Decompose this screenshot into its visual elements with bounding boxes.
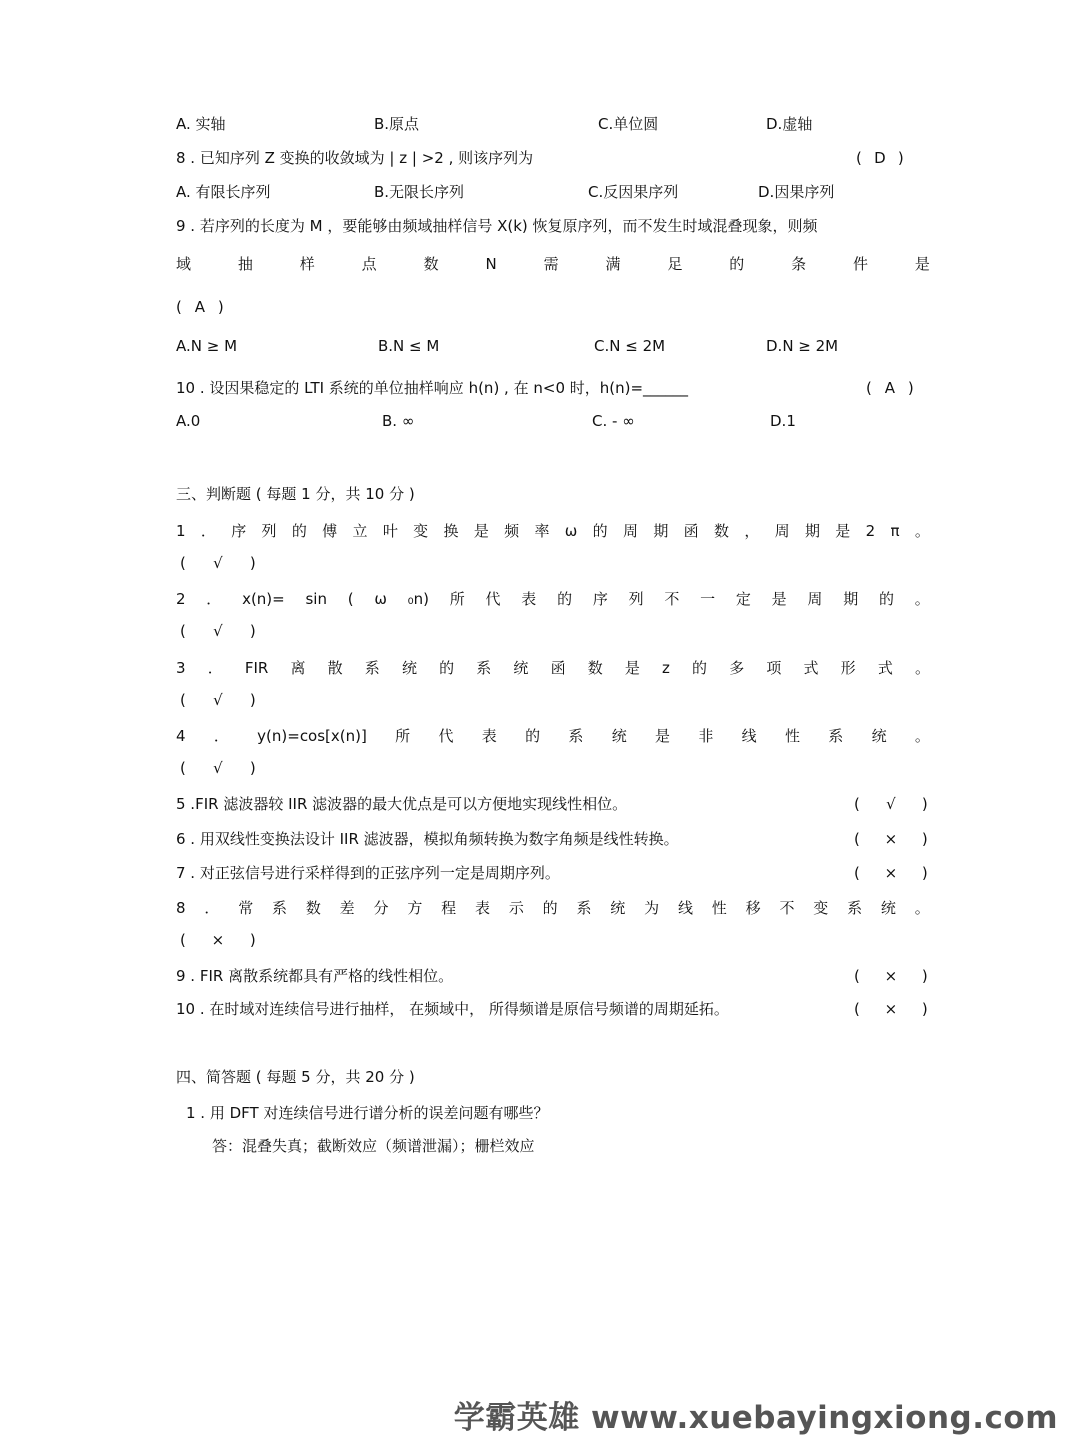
spread-token: 统 (611, 727, 627, 745)
spread-token: 需 (543, 255, 559, 273)
q10-option-d: D.1 (770, 412, 796, 430)
spread-token: 系 (828, 727, 844, 745)
judge-7-answer: ( × ) (854, 864, 928, 882)
spread-token: 抽 (237, 255, 253, 273)
section4-answer-1: 答：混叠失真；截断效应（频谱泄漏）；栅栏效应 (212, 1137, 535, 1155)
spread-token: 线 (741, 727, 757, 745)
q9-option-b: B.N ≤ M (378, 337, 440, 355)
spread-token: 域 (176, 255, 192, 273)
spread-token: 统 (513, 659, 529, 677)
spread-token: 分 (373, 899, 389, 917)
spread-token: ₀n) (407, 590, 430, 608)
spread-token: 统 (401, 659, 417, 677)
spread-token: 列 (628, 590, 644, 608)
spread-token: 列 (261, 522, 277, 540)
spread-token: 的 (557, 590, 573, 608)
spread-token: 为 (644, 899, 660, 917)
spread-token: 的 (525, 727, 541, 745)
spread-token: 方 (407, 899, 423, 917)
spread-token: 数 (713, 522, 729, 540)
spread-token: 8 (176, 899, 186, 917)
judge-6-answer: ( × ) (854, 830, 928, 848)
spread-token: 。 (914, 659, 930, 677)
spread-token: 4 (176, 727, 186, 745)
q9-line2 (176, 254, 930, 274)
spread-token: 。 (914, 899, 930, 917)
judge-item-8 (176, 898, 930, 918)
spread-token: 的 (542, 899, 558, 917)
q9-option-d: D.N ≥ 2M (766, 337, 839, 355)
spread-token: 的 (439, 659, 455, 677)
watermark: 学霸英雄 www.xuebayingxiong.com (453, 1400, 1058, 1436)
spread-token: 点 (361, 255, 377, 273)
spread-token: 式 (803, 659, 819, 677)
spread-token: ， (744, 522, 760, 540)
spread-token: 立 (352, 522, 368, 540)
spread-token: 叶 (382, 522, 398, 540)
spread-token: 离 (290, 659, 306, 677)
spread-token: sin (305, 590, 327, 608)
q8-answer: ( D ) (856, 149, 904, 167)
spread-token: 是 (624, 659, 640, 677)
q8-option-a: A. 有限长序列 (176, 183, 271, 201)
spread-token: 非 (698, 727, 714, 745)
spread-token: 系 (364, 659, 380, 677)
spread-token: 的 (692, 659, 708, 677)
spread-token: 统 (880, 899, 896, 917)
section3-title: 三、判断题 ( 每题 1 分，共 10 分 ) (176, 485, 415, 503)
spread-token: 的 (729, 255, 745, 273)
spread-token: ． (206, 590, 222, 608)
spread-token: 是 (914, 255, 930, 273)
spread-token: 。 (914, 590, 930, 608)
spread-token: ． (204, 899, 220, 917)
section4-title: 四、简答题 ( 每题 5 分，共 20 分 ) (176, 1068, 415, 1086)
judge-item-4 (176, 726, 930, 746)
spread-token: 变 (813, 899, 829, 917)
spread-token: 定 (735, 590, 751, 608)
judge-10-answer: ( × ) (854, 1000, 928, 1018)
spread-token: 形 (840, 659, 856, 677)
spread-token: 周 (774, 522, 790, 540)
judge-9-answer: ( × ) (854, 967, 928, 985)
spread-token: 序 (231, 522, 247, 540)
spread-token: 2 (865, 522, 876, 540)
spread-token: 系 (476, 659, 492, 677)
judge-3-answer: ( √ ) (180, 691, 256, 709)
spread-token: y(n)=cos[x(n)] (257, 727, 367, 745)
spread-token: 式 (877, 659, 893, 677)
spread-token: 表 (474, 899, 490, 917)
q8-option-b: B.无限长序列 (374, 183, 465, 201)
spread-token: 项 (766, 659, 782, 677)
spread-token: 不 (779, 899, 795, 917)
spread-token: 数 (587, 659, 603, 677)
judge-5-answer: ( √ ) (854, 795, 928, 813)
spread-token: 1 (176, 522, 186, 540)
spread-token: 条 (791, 255, 807, 273)
spread-token: 程 (441, 899, 457, 917)
spread-token: 的 (878, 590, 894, 608)
judge-item-1 (176, 521, 930, 541)
judge-1-answer: ( √ ) (180, 554, 256, 572)
spread-token: 是 (835, 522, 851, 540)
spread-token: 示 (508, 899, 524, 917)
spread-token: 线 (677, 899, 693, 917)
spread-token: 的 (592, 522, 608, 540)
spread-token: 多 (729, 659, 745, 677)
spread-token: 代 (485, 590, 501, 608)
q8-option-c: C.反因果序列 (588, 183, 679, 201)
spread-token: 代 (438, 727, 454, 745)
spread-token: 是 (771, 590, 787, 608)
spread-token: 移 (745, 899, 761, 917)
spread-token: ． (200, 522, 216, 540)
spread-token: x(n)= (242, 590, 285, 608)
spread-token: 周 (807, 590, 823, 608)
q7-option-d: D.虚轴 (766, 115, 813, 133)
spread-token: z (662, 659, 670, 677)
spread-token: 率 (534, 522, 550, 540)
judge-8-answer: ( × ) (180, 931, 256, 949)
judge-item-7: 7 . 对正弦信号进行采样得到的正弦序列一定是周期序列。 (176, 864, 560, 882)
q10-option-b: B. ∞ (382, 412, 415, 430)
spread-token: 性 (711, 899, 727, 917)
q10-answer: ( A ) (866, 379, 914, 397)
judge-item-5: 5 .FIR 滤波器较 IIR 滤波器的最大优点是可以方便地实现线性相位。 (176, 795, 628, 813)
spread-token: 性 (784, 727, 800, 745)
spread-token: ω (374, 590, 387, 608)
judge-item-2 (176, 589, 930, 609)
spread-token: 2 (176, 590, 186, 608)
spread-token: 一 (700, 590, 716, 608)
spread-token: 序 (592, 590, 608, 608)
spread-token: 函 (683, 522, 699, 540)
spread-token: FIR (244, 659, 269, 677)
section4-question-1: 1 . 用 DFT 对连续信号进行谱分析的误差问题有哪些？ (186, 1104, 549, 1122)
spread-token: 周 (623, 522, 639, 540)
spread-token: 系 (568, 727, 584, 745)
judge-4-answer: ( √ ) (180, 759, 256, 777)
spread-token: 表 (521, 590, 537, 608)
q10-text: 10 . 设因果稳定的 LTI 系统的单位抽样响应 h(n) , 在 n<0 时，h(n)=______ (176, 379, 689, 397)
spread-token: N (485, 255, 497, 273)
spread-token: π (890, 522, 900, 540)
spread-token: 的 (291, 522, 307, 540)
spread-token: 散 (327, 659, 343, 677)
spread-token: 系 (847, 899, 863, 917)
spread-token: 件 (853, 255, 869, 273)
q9-answer: ( A ) (176, 298, 224, 316)
spread-token: 差 (339, 899, 355, 917)
spread-token: 是 (655, 727, 671, 745)
q10-option-c: C. - ∞ (592, 412, 635, 430)
spread-token: 是 (473, 522, 489, 540)
q9-line1: 9 . 若序列的长度为 M ，要能够由频域抽样信号 X(k) 恢复原序列，而不发生时域混叠现象，则频 (176, 217, 818, 235)
q8-text: 8 . 已知序列 Z 变换的收敛域为 | z | >2 , 则该序列为 (176, 149, 534, 167)
spread-token: ( (347, 590, 354, 608)
spread-token: 换 (443, 522, 459, 540)
spread-token: 。 (914, 522, 930, 540)
spread-token: 所 (449, 590, 465, 608)
spread-token: 不 (664, 590, 680, 608)
spread-token: 函 (550, 659, 566, 677)
spread-token: 表 (481, 727, 497, 745)
judge-item-6: 6 . 用双线性变换法设计 IIR 滤波器，模拟角频转换为数字角频是线性转换。 (176, 830, 679, 848)
spread-token: 变 (413, 522, 429, 540)
spread-token: 常 (238, 899, 254, 917)
q7-option-b: B.原点 (374, 115, 420, 133)
spread-token: 期 (804, 522, 820, 540)
q9-option-a: A.N ≥ M (176, 337, 238, 355)
spread-token: ω (564, 522, 578, 540)
q10-option-a: A.0 (176, 412, 201, 430)
spread-token: 足 (667, 255, 683, 273)
spread-token: 傅 (322, 522, 338, 540)
spread-token: 期 (653, 522, 669, 540)
judge-item-3 (176, 658, 930, 678)
q7-option-c: C.单位圆 (598, 115, 659, 133)
spread-token: 统 (610, 899, 626, 917)
spread-token: ． (213, 727, 229, 745)
spread-token: 所 (395, 727, 411, 745)
q8-option-d: D.因果序列 (758, 183, 835, 201)
spread-token: 。 (914, 727, 930, 745)
q9-option-c: C.N ≤ 2M (594, 337, 666, 355)
judge-item-9: 9 . FIR 离散系统都具有严格的线性相位。 (176, 967, 454, 985)
spread-token: ． (207, 659, 223, 677)
spread-token: 系 (576, 899, 592, 917)
spread-token: 系 (272, 899, 288, 917)
judge-2-answer: ( √ ) (180, 622, 256, 640)
spread-token: 样 (299, 255, 315, 273)
spread-token: 3 (176, 659, 186, 677)
spread-token: 频 (504, 522, 520, 540)
q7-option-a: A. 实轴 (176, 115, 226, 133)
judge-item-10: 10 . 在时域对连续信号进行抽样， 在频域中， 所得频谱是原信号频谱的周期延拓。 (176, 1000, 729, 1018)
spread-token: 统 (871, 727, 887, 745)
spread-token: 满 (605, 255, 621, 273)
spread-token: 期 (843, 590, 859, 608)
spread-token: 数 (423, 255, 439, 273)
spread-token: 数 (305, 899, 321, 917)
